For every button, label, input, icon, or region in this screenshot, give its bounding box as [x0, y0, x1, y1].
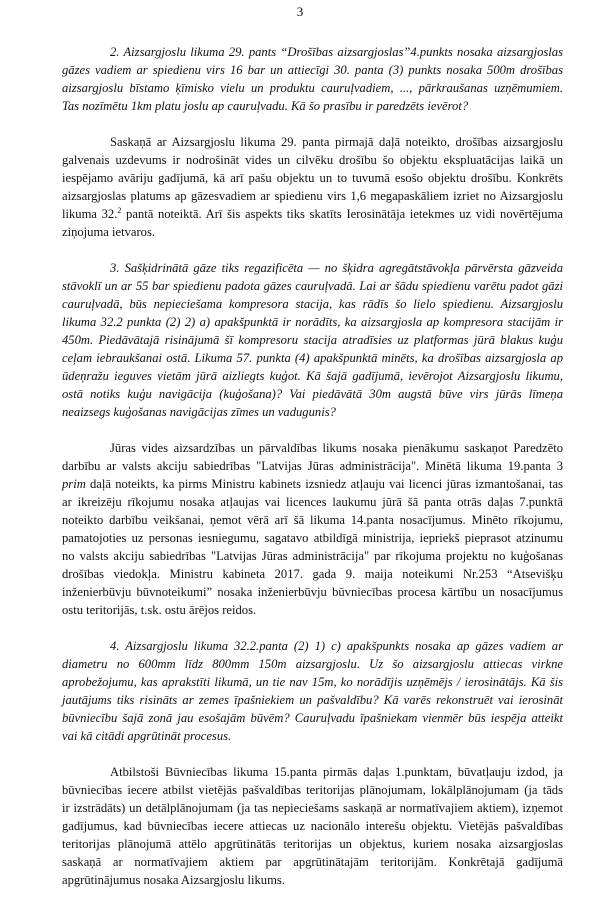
text-line: no valsts akciju sabiedrības "Latvijas Jūras administrācija" par rīkojuma projektu no kuģošanas — [62, 549, 563, 563]
text-line: 3. Sašķidrinātā gāze tiks regazificēta — no šķidra agregātstāvokļa pārvērsta gāzveida — [110, 261, 563, 275]
text-line: vai kā citādi apgrūtināt procesus. — [62, 729, 232, 743]
text-line — [62, 205, 563, 223]
text-line: Saskaņā ar Aizsargjoslu likuma 29. panta pirmajā daļā noteikto, drošības aizsargjoslu — [110, 135, 563, 149]
text-line: stāvoklī un ar 55 bar spiedienu padota gāzes cauruļvadā. Lai ar šādu spiedienu varētu padot gāzi — [62, 279, 563, 293]
text-line — [62, 475, 563, 493]
emphasis-text: prim — [62, 477, 86, 491]
text-line: cauruļvadā, būs nepieciešama kompresora stacija, kas rādīs šo lielo spiedienu. Aizsargjoslu — [62, 297, 563, 311]
text-line: pamatojoties uz personas iesniegumu, sagatavo atbildīgā ministrija, iepriekš pieprasot atzinumu — [62, 531, 563, 545]
text-line: aizsargjoslu bīstamo ķīmisko vielu un produktu cauruļvadiem, ..., pārkraušanas uzņēmumiem. — [62, 81, 563, 95]
text-line: diametru no 600mm līdz 800mm 150m aizsargjoslu. Uz šo aizsargjoslu attiecas virkne — [62, 657, 563, 671]
text-line: likuma 32.2 punkta (2) 2) a) apakšpunktā ir norādīts, ka aizsargjosla ap kompresora stacijām ir — [62, 315, 563, 329]
text-line: noteikto darbību veikšanai, ņemot vērā arī šā likuma 14.panta nosacījumus. Minēto rīkojumu, — [62, 513, 563, 527]
text-line: ir izstrādāts) un detālplānojumam (ja tas nepieciešams saskaņā ar normatīvajiem aktiem), izņemot — [62, 801, 563, 815]
paragraph — [62, 439, 563, 619]
text-line: 2. Aizsargjoslu likuma 29. pants “Drošības aizsargjoslas”4.punkts nosaka aizsargjoslas — [110, 45, 563, 59]
text-line: inženierbūvju būvnoteikumi” nosaka inženierbūvju būvniecības procesa kārtību un nosacījumus — [62, 585, 563, 599]
text-line: Jūras vides aizsardzības un pārvaldības likums nosaka pienākumu saskaņot Paredzēto — [110, 441, 563, 455]
text-line: Tas nozīmētu 1km platu joslu ap cauruļvadu. Kā šo prasību ir paredzēts ievērot? — [62, 99, 469, 113]
text-line: ziņojuma ietvaros. — [62, 225, 156, 239]
text-segment: daļā noteikts, ka pirms Ministru kabinets izsniedz atļauju vai licenci jūras izmantošanai, tas — [85, 477, 563, 491]
paragraph — [62, 637, 563, 745]
text-line: galvenais uzdevums ir nodrošināt vides un cilvēku drošību šo objektu ekspluatācijas laikā un — [62, 153, 563, 167]
text-line: Atbilstoši Būvniecības likuma 15.panta pirmās daļas 1.punktam, būvatļauju izdod, ja — [110, 765, 563, 779]
text-line: iespējamo avāriju gadījumā, kā arī pašu objektu un to tuvumā esošo objektu drošību. Konkrēts — [62, 171, 563, 185]
text-line: jautājums tiks risināts ar zemes īpašniekiem un pašvaldību? Kā varēs rekonstruēt vai ierosināt — [62, 693, 563, 707]
text-line: gadījumus, kad būvniecības iecere attiecas uz nacionālo interešu objektu. Vietējās pašvaldības — [62, 819, 563, 833]
paragraph — [62, 43, 563, 115]
text-line: ar ikreizēju rīkojumu nosaka atļaujas vai licences laukumu jūrā šā panta otrās daļas 7.punktā — [62, 495, 563, 509]
text-line: ūdeņražu ieguves vietām jūrā aizliegts kuģot. Kā šajā gadījumā, ievērojot Aizsargjoslu likumu, — [62, 369, 563, 383]
text-segment: likuma 32. — [62, 207, 118, 221]
text-line: apgrūtinājumus nosaka Aizsargjoslu likums. — [62, 873, 285, 887]
text-line: saskaņā ar normatīvajiem aktiem par apgrūtinātajām teritorijām. Konkrētajā gadījumā — [62, 855, 563, 869]
paragraph — [62, 259, 563, 421]
text-line: ceļam iebraukšanai ostā. Likuma 57. punkta (4) apakšpunktā minēts, ka drošības aizsargjosla ap — [62, 351, 563, 365]
text-line: aizsargjoslas platums ap gāzesvadiem ar spiedienu virs 1,6 megapaskāliem izriet no Aizsargjoslu — [62, 189, 563, 203]
page-number: 3 — [296, 4, 304, 19]
text-line: ostā notiks kuģu navigācija (kuģošana)? Vai piedāvātā 30m augstā būve virs jūrās līmeņa — [62, 387, 563, 401]
paragraph — [62, 763, 563, 889]
text-line: būvniecības iecere atbilst vietējās pašvaldības teritorijas plānojumam, lokālplānojumam (ja tāds — [62, 783, 563, 797]
text-line: būvniecību šajā zonā jau esošajām būvēm? Cauruļvadu īpašniekam vienmēr būs iespēja atteikt — [62, 711, 563, 725]
text-line: ostu teritorijās, t.sk. ostu ārējos reidos. — [62, 603, 257, 617]
text-line: drošības viedokļa. Ministru kabineta 2017. gada 9. maija noteikumi Nr.253 “Atsevišķu — [62, 567, 563, 581]
text-line: 450m. Piedāvātajā risinājumā šī kompresoru stacija atradīsies uz platformas jūrā blakus kuģu — [62, 333, 563, 347]
text-line: darbību ar valsts akciju sabiedrības "Latvijas Jūras administrācija". Minētā likuma 19.panta 3 — [62, 459, 563, 473]
text-line: aprobežojumu, kas aprakstīti likumā, un tie nav 15m, ko norādījis uzņēmējs / ierosinātājs. Kā šis — [62, 675, 563, 689]
text-line: teritorijas plānojumā attēlo apgrūtinātās teritorijas un objektus, kuriem nosaka aizsargjoslas — [62, 837, 563, 851]
document-body — [62, 43, 563, 907]
paragraph — [62, 133, 563, 241]
text-line: gāzes vadiem ar spiedienu virs 16 bar un attiecīgi 30. panta (3) punkts nosaka 500m drošības — [62, 63, 563, 77]
text-segment: pantā noteiktā. Arī šis aspekts tiks skatīts Ierosinātāja ietekmes uz vidi novērtējuma — [121, 207, 563, 221]
text-line: neaizsegs kuģošanas navigācijas zīmes un vadugunis? — [62, 405, 336, 419]
superscript: 2 — [117, 206, 122, 215]
text-line: 4. Aizsargjoslu likuma 32.2.panta (2) 1) c) apakšpunkts nosaka ap gāzes vadiem ar — [110, 639, 563, 653]
